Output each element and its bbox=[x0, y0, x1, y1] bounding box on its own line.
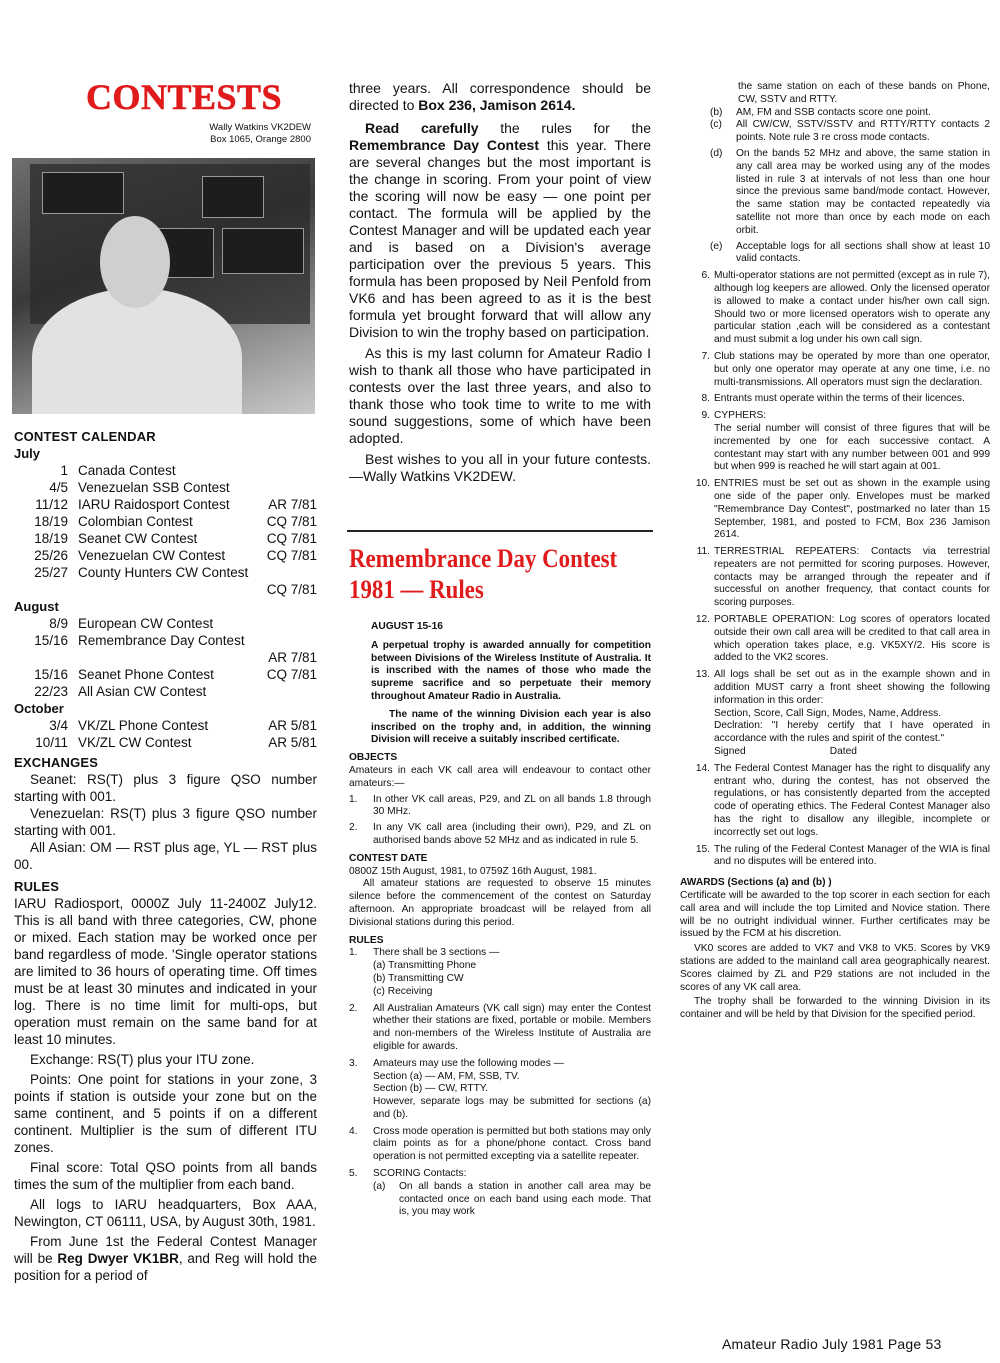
calendar-ref: AR 5/81 bbox=[268, 735, 317, 750]
rule-iaru: IARU Radiosport, 0000Z July 11-2400Z July12. This is all band with three categories, CW, phone or mixed. Each station may be worked once per band regardless of mode. 'Single operator stations are limited to 36 hours of operating time. Off times must be at least 30 minutes and indicated in your log. There is no time limit for multi-ops, but operation must remain on the same band for at least 10 minutes. bbox=[14, 896, 317, 1047]
correspondence-para: three years. All correspondence should be directed to Box 236, Jamison 2614. bbox=[349, 80, 651, 113]
calendar-row bbox=[14, 615, 317, 632]
calendar-row bbox=[14, 513, 317, 530]
rule-logs: All logs to IARU headquarters, Box AAA, Newington, CT 06111, USA, by August 30th, 1981. bbox=[14, 1197, 317, 1229]
calendar-contest-name: Seanet CW Contest bbox=[78, 531, 198, 546]
exchange-venezuelan: Venezuelan: RS(T) plus 3 figure QSO number starting with 001. bbox=[14, 806, 317, 838]
calendar-row bbox=[14, 734, 317, 751]
calendar-ref: CQ 7/81 bbox=[266, 531, 317, 546]
calendar-heading: CONTEST CALENDAR bbox=[14, 429, 156, 444]
page-footer: Amateur Radio July 1981 Page 53 bbox=[722, 1336, 942, 1352]
awards-heading: AWARDS (Sections (a) and (b) ) bbox=[680, 877, 832, 889]
remembrance-rules bbox=[349, 621, 651, 1219]
contest-date-text: 0800Z 15th August, 1981, to 0759Z 16th August, 1981. bbox=[349, 865, 597, 877]
rule-14: 14. The Federal Contest Manager has the right to disqualify any entrant who, during the contest, has not observed the regulations, or has consistently departed from the accepted code of operating ethics. The Federal Contest Manager also has the right to disallow any illegible, incomplete or incorrectly set out logs. bbox=[695, 762, 990, 838]
rule-5e: (e) Acceptable logs for all sections shall show at least 10 valid contacts. bbox=[710, 240, 990, 265]
rules-heading: RULES bbox=[14, 879, 60, 894]
calendar-date: 22/23 bbox=[34, 684, 68, 699]
calendar-contest-name: Seanet Phone Contest bbox=[78, 667, 214, 682]
rule-3c: However, separate logs may be submitted for sections (a) and (b). bbox=[373, 1096, 651, 1120]
awards-text-1: Certificate will be awarded to the top scorer in each section for each call area and will include the top Limited and Novice station. There will be no outright individual winner. Further certificates may be issued by the FCM at his discretion. bbox=[680, 890, 990, 940]
calendar-ref: AR 5/81 bbox=[268, 718, 317, 733]
calendar-contest-name: Canada Contest bbox=[78, 463, 176, 478]
rule-15: 15. The ruling of the Federal Contest Manager of the WIA is final and no disputes will be entered into. bbox=[695, 843, 990, 868]
calendar-contest-name: County Hunters CW Contest bbox=[78, 565, 249, 580]
section-title: CONTESTS bbox=[86, 77, 283, 117]
calendar-date: 4/5 bbox=[49, 480, 68, 495]
calendar-ref bbox=[257, 632, 317, 649]
calendar-ref: CQ 7/81 bbox=[266, 667, 317, 682]
column-continuation bbox=[349, 80, 651, 485]
rules-section bbox=[14, 878, 317, 1284]
month-october: October bbox=[14, 701, 64, 716]
calendar-row bbox=[14, 479, 317, 496]
calendar-ref: CQ 7/81 bbox=[266, 514, 317, 529]
remembrance-title: Remembrance Day Contest 1981 — Rules bbox=[349, 544, 618, 604]
silence-text: All amateur stations are requested to observe 15 minutes silence before the commencement of the contest on Saturday afternoon. An appropriate broadcast will be relayed from all Divisional stations during this period. bbox=[349, 878, 651, 928]
rule-final-score: Final score: Total QSO points from all bands times the sum of the multiplier from each band. bbox=[14, 1160, 317, 1192]
calendar-row bbox=[14, 547, 317, 564]
intro-trophy: A perpetual trophy is awarded annually for competition between Divisions of the Wireless Institute of Australia. It is inscribed with the names of those who made the supreme sacrifice and so perpetuate their memory throughout Amateur Radio in Australia. bbox=[371, 639, 651, 702]
rule-points: Points: One point for stations in your zone, 3 points if station is outside your zone but on the same continent, and 5 points if on a different continent. Multiplier is the sum of different ITU zones. bbox=[14, 1072, 317, 1155]
read-carefully-para: Read carefully the rules for the Remembrance Day Contest this year. There are several changes but the most important is the change in scoring. From your point of view the scoring will now be easy — one point per contact. The formula will be applied by the Contest Manager and will be updated each year and is based on a Division's average participation over the previous 5 years. This formula has been proposed by Neil Penfold from VK6 and has been agreed to as it is the best formula yet brought forward that will allow any Division to win the trophy based on participation. bbox=[349, 120, 651, 340]
calendar-ref: AR 7/81 bbox=[268, 497, 317, 512]
rule-13: 13. All logs shall be set out as in the example shown and in addition MUST carry a front sheet showing the following information in this order: bbox=[695, 669, 990, 706]
calendar-date: 15/16 bbox=[34, 633, 68, 648]
exchanges-heading: EXCHANGES bbox=[14, 755, 99, 770]
objects-heading: OBJECTS bbox=[349, 752, 398, 764]
rule-13c: Signed Dated bbox=[714, 746, 857, 758]
calendar-ref bbox=[257, 615, 317, 632]
calendar-row bbox=[14, 530, 317, 547]
calendar-row bbox=[14, 683, 317, 700]
intro-winner: The name of the winning Division each year is also inscribed on the trophy and, in addition, the winning Division will receive a suitably inscribed certificate. bbox=[371, 708, 651, 746]
farewell-para: As this is my last column for Amateur Radio I wish to thank all those who have participated in contests over the last three years, and also to thank those who took time to write to me with sound suggestions, some of which have been adopted. bbox=[349, 345, 651, 446]
calendar-date: 18/19 bbox=[34, 531, 68, 546]
rule-12: 12. PORTABLE OPERATION: Log scores of operators located outside their own call area will be credited to that call area in which operation takes place, e.g. VK5XY/2. His score is added to the VK2 scores. bbox=[695, 614, 990, 664]
calendar-date: 11/12 bbox=[35, 497, 68, 512]
calendar-ref: CQ 7/81 bbox=[266, 582, 317, 597]
rule-5b: (b) AM, FM and SSB contacts score one point. bbox=[710, 106, 931, 118]
object-2: 2. In any VK call area (including their own), P29, and ZL on authorised bands above 52 MHz and as indicated in rule 5. bbox=[349, 822, 651, 846]
month-august: August bbox=[14, 599, 59, 614]
calendar-date: 15/16 bbox=[34, 667, 68, 682]
rule-2: 2. All Australian Amateurs (VK call sign) may enter the Contest whether their stations are fixed, portable or mobile. Members and non-members of the Wireless Institute of Australia are eligible for awards. bbox=[349, 1002, 651, 1052]
rule-5: 5. SCORING Contacts: bbox=[349, 1168, 467, 1180]
calendar-ref bbox=[257, 683, 317, 700]
rule-1c: (c) Receiving bbox=[373, 985, 433, 997]
calendar-contest-name: VK/ZL CW Contest bbox=[78, 735, 192, 750]
rule-5a: (a) On all bands a station in another call area may be contacted once on each band using each mode. That is, you may work bbox=[373, 1180, 651, 1218]
calendar-date: 3/4 bbox=[49, 718, 68, 733]
rule-8: 8. Entrants must operate within the terms of their licences. bbox=[701, 393, 965, 405]
calendar-ref bbox=[257, 462, 317, 479]
rule-6: 6. Multi-operator stations are not permitted (except as in rule 7), although log keepers are allowed. Only the licensed operator is allowed to make a contact under his/her own call sign. Should two or more licensed operators wish to operate any particular station ,each will be considered as a contestant and must submit a log under his own call sign. bbox=[701, 270, 990, 346]
calendar-date: 25/27 bbox=[34, 565, 68, 580]
rule-1b: (b) Transmitting CW bbox=[373, 972, 464, 984]
exchange-asian: All Asian: OM — RST plus age, YL — RST plus 00. bbox=[14, 840, 317, 872]
remembrance-rules-cont bbox=[680, 81, 990, 1022]
objects-text: Amateurs in each VK call area will endeavour to contact other amateurs:— bbox=[349, 764, 651, 789]
calendar-contest-name: IARU Raidosport Contest bbox=[78, 497, 230, 512]
calendar-date: 10/11 bbox=[35, 735, 68, 750]
rule-1: 1. There shall be 3 sections — bbox=[349, 947, 500, 959]
contest-calendar bbox=[14, 428, 317, 751]
rule-3a: Section (a) — AM, FM, SSB, TV. bbox=[373, 1070, 520, 1082]
month-july: July bbox=[14, 446, 41, 461]
date-heading: AUGUST 15-16 bbox=[371, 621, 443, 632]
calendar-contest-name: All Asian CW Contest bbox=[78, 684, 207, 699]
awards-text-2: VK0 scores are added to VK7 and VK8 to VK5. Scores by VK9 stations are added to the mainland call area geographically nearest. Scores claimed by ZL and P29 stations are not included in the scores of any VK call area. bbox=[680, 943, 990, 993]
rule-13b: Declration: "I hereby certify that I have operated in accordance with the rules and spirit of the contest." bbox=[714, 720, 990, 745]
calendar-ref: CQ 7/81 bbox=[266, 548, 317, 563]
rule-10: 10. ENTRIES must be set out as shown in the example using one side of the paper only. Envelopes must be marked "Remembrance Day Contest", postmarked no later than 15 September, 1981, and posted to FCM, Box 236 Jamison 2614. bbox=[695, 478, 990, 541]
rule-4: 4. Cross mode operation is permitted but both stations may only claim points as for a phone/phone contact. Cross band operation is not permitted excepting via a satellite repeater. bbox=[349, 1125, 651, 1163]
rule-9-text: The serial number will consist of three figures that will be incremented by one for each successive contact. A contestant may start with any number between 001 and 999 but when 999 is reached he will start again at 001. bbox=[714, 422, 990, 473]
author-address: Box 1065, Orange 2800 bbox=[210, 134, 311, 145]
author-photo bbox=[12, 158, 315, 414]
best-wishes-para: Best wishes to you all in your future contests.—Wally Watkins VK2DEW. bbox=[349, 451, 651, 484]
rule-11: 11. TERRESTRIAL REPEATERS: Contacts via terrestrial repeaters are not permitted for scoring purposes. However, contacts may be arranged through the repeater and if successful on another frequency, that contact counts for scoring purposes. bbox=[696, 546, 990, 609]
calendar-date: 25/26 bbox=[34, 548, 68, 563]
calendar-row bbox=[14, 564, 317, 581]
author-credit bbox=[209, 122, 311, 146]
calendar-ref bbox=[257, 479, 317, 496]
rules-heading-2: RULES bbox=[349, 934, 384, 946]
divider bbox=[347, 530, 653, 532]
calendar-row bbox=[14, 632, 317, 649]
object-1: 1. In other VK call areas, P29, and ZL on all bands 1.8 through 30 MHz. bbox=[349, 793, 651, 818]
calendar-contest-name: VK/ZL Phone Contest bbox=[78, 718, 209, 733]
calendar-row bbox=[14, 666, 317, 683]
calendar-row bbox=[14, 462, 317, 479]
rule-3: 3. Amateurs may use the following modes — bbox=[349, 1057, 564, 1069]
rule-exchange: Exchange: RS(T) plus your ITU zone. bbox=[30, 1052, 255, 1067]
calendar-date: 8/9 bbox=[49, 616, 68, 631]
calendar-row bbox=[14, 496, 317, 513]
calendar-ref: AR 7/81 bbox=[268, 650, 317, 665]
rule-5d: (d) On the bands 52 MHz and above, the same station in any call area may be worked using any of the modes listed in rule 3 at intervals of not less than one hour since the previous same band/mode contact. However, the same station may be contacted repeatedly via satellite not more than once by each mode on each orbit. bbox=[710, 147, 990, 236]
calendar-contest-name: Venezuelan CW Contest bbox=[78, 548, 226, 563]
calendar-contest-name: Colombian Contest bbox=[78, 514, 193, 529]
rule-3b: Section (b) — CW, RTTY. bbox=[373, 1083, 489, 1095]
rule-5a-cont: the same station on each of these bands on Phone, CW, SSTV and RTTY. bbox=[738, 81, 990, 105]
rule-9: 9. CYPHERS: bbox=[701, 410, 767, 422]
calendar-contest-name: Remembrance Day Contest bbox=[78, 633, 245, 648]
rule-1a: (a) Transmitting Phone bbox=[373, 960, 477, 972]
calendar-date: 18/19 bbox=[34, 514, 68, 529]
rule-7: 7. Club stations may be operated by more than one operator, but only one operator may operate at any one time, i.e. no multi-transmissions. All operators must sign the declaration. bbox=[701, 350, 990, 388]
calendar-contest-name: European CW Contest bbox=[78, 616, 214, 631]
calendar-row bbox=[14, 717, 317, 734]
rule-5c: (c) All CW/CW, SSTV/SSTV and RTTY/RTTY contacts 2 points. Note rule 3 re cross mode contacts. bbox=[710, 119, 990, 144]
contest-date-heading: CONTEST DATE bbox=[349, 852, 428, 864]
rule-13a: Section, Score, Call Sign, Modes, Name, Address. bbox=[714, 707, 942, 719]
exchange-seanet: Seanet: RS(T) plus 3 figure QSO number starting with 001. bbox=[14, 772, 317, 804]
rule-manager: From June 1st the Federal Contest Manager will be Reg Dwyer VK1BR, and Reg will hold the position for a period of bbox=[14, 1234, 317, 1283]
calendar-ref bbox=[257, 564, 317, 581]
calendar-date: 1 bbox=[60, 463, 68, 478]
author-name: Wally Watkins VK2DEW bbox=[209, 122, 311, 133]
awards-text-3: The trophy shall be forwarded to the winning Division in its container and will be held by that Division for the specified period. bbox=[680, 996, 990, 1021]
exchanges-section bbox=[14, 754, 317, 873]
calendar-contest-name: Venezuelan SSB Contest bbox=[78, 480, 230, 495]
